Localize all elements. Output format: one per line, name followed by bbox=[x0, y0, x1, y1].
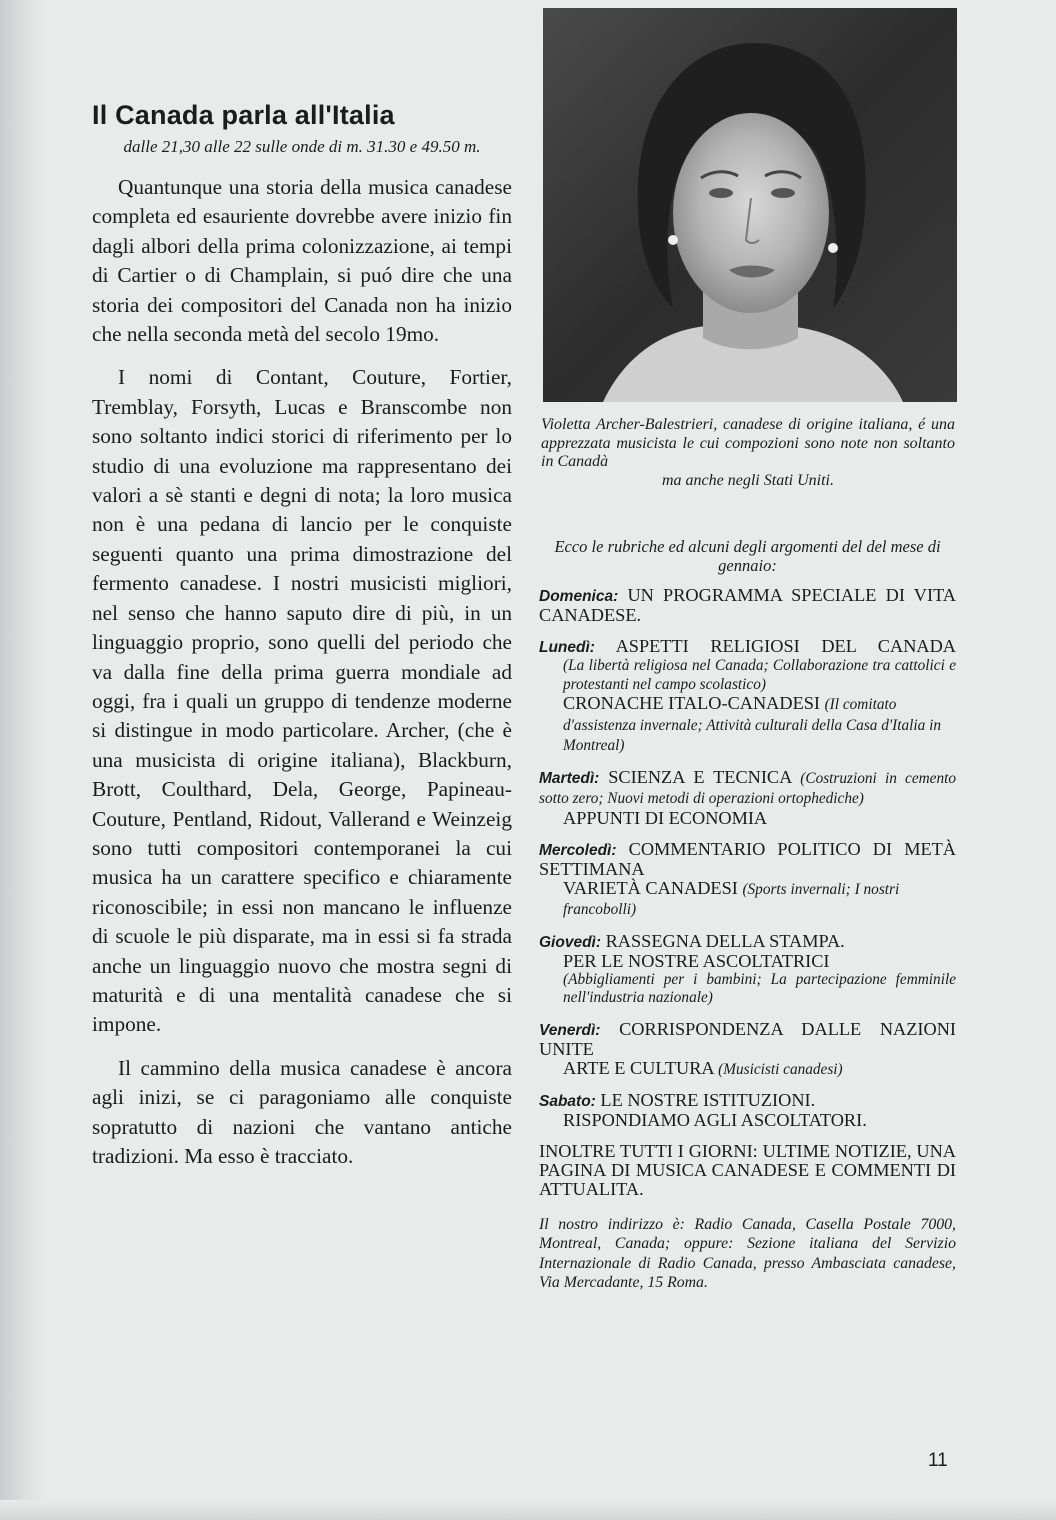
program-note: (La libertà religiosa nel Canada; Collaborazione tra cattolici e protestanti nel campo scolastico) bbox=[563, 657, 956, 693]
day-name: Sabato: bbox=[539, 1093, 596, 1110]
day-name: Domenica: bbox=[539, 588, 619, 605]
contact-address: Il nostro indirizzo è: Radio Canada, Casella Postale 7000, Montreal, Canada; oppure: Sezione italiana del Servizio Internazionale di Radio Canada, presso Ambasciata canadese, Via Mercadante, 15 Roma. bbox=[539, 1215, 956, 1292]
program-title: SCIENZA E TECNICA bbox=[608, 766, 792, 787]
page-gutter bbox=[0, 0, 46, 1520]
program-note: (Musicisti canadesi) bbox=[718, 1060, 843, 1078]
program-title: UN PROGRAMMA SPECIALE DI VITA CANADESE. bbox=[539, 585, 956, 625]
day-name: Giovedì: bbox=[539, 933, 602, 951]
program-title: ASPETTI RELIGIOSI DEL CANADA bbox=[615, 636, 957, 656]
program-title: CORRISPONDENZA DALLE NAZIONI UNITE bbox=[539, 1018, 956, 1059]
photo-caption bbox=[541, 416, 955, 490]
program-title: LE NOSTRE ISTITUZIONI. bbox=[600, 1090, 816, 1110]
page-bottom-edge bbox=[0, 1500, 1056, 1520]
program-title: RASSEGNA DELLA STAMPA. bbox=[605, 930, 845, 951]
program-title: APPUNTI DI ECONOMIA bbox=[563, 807, 768, 828]
program-title: ARTE E CULTURA bbox=[563, 1057, 714, 1078]
article-paragraph-1: Quantunque una storia della musica canadese completa ed esauriente dovrebbe avere inizio fin dagli albori della prima colonizzazione, ai tempi di Cartier o di Champlain, si puó dire che una storia dei compositori del Canada non ha inizio che nella seconda metà del secolo 19mo. bbox=[92, 175, 512, 347]
program-title: COMMENTARIO POLITICO DI METÀ SETTIMANA bbox=[539, 838, 956, 879]
program-title: RISPONDIAMO AGLI ASCOLTATORI. bbox=[563, 1110, 867, 1130]
schedule-day-giovedi bbox=[539, 932, 956, 1008]
schedule-intro: Ecco le rubriche ed alcuni degli argomenti del del mese di gennaio: bbox=[554, 537, 941, 575]
schedule-day-martedi bbox=[539, 768, 956, 828]
article-column bbox=[92, 100, 512, 1185]
schedule-day-domenica bbox=[539, 586, 956, 625]
program-note: (Il comitato d'assistenza invernale; Attività culturali della Casa d'Italia in Montreal) bbox=[563, 696, 942, 754]
program-note: (Sports invernali; I nostri francobolli) bbox=[563, 880, 900, 918]
program-note: (Costruzioni in cemento sotto zero; Nuovi metodi di operazioni ortophediche) bbox=[539, 769, 956, 807]
day-name: Martedì: bbox=[539, 769, 600, 787]
program-title: VARIETÀ CANADESI bbox=[563, 877, 738, 898]
photo-caption-main: Violetta Archer-Balestrieri, canadese di origine italiana, é una apprezzata musicista le cui compozioni sono note non soltanto in Canadà bbox=[541, 416, 955, 471]
schedule-day-sabato bbox=[539, 1091, 956, 1130]
day-name: Venerdì: bbox=[539, 1021, 601, 1039]
article-subtitle: dalle 21,30 alle 22 sulle onde di m. 31.30 e 49.50 m. bbox=[123, 137, 481, 156]
article-title: Il Canada parla all'Italia bbox=[92, 100, 395, 130]
day-name: Lunedì: bbox=[539, 639, 595, 656]
daily-extra-notice: INOLTRE TUTTI I GIORNI: ULTIME NOTIZIE, UNA PAGINA DI MUSICA CANADESE E COMMENTI DI ATTUALITA. bbox=[539, 1141, 956, 1199]
program-title: PER LE NOSTRE ASCOLTATRICI bbox=[563, 950, 830, 971]
schedule-column bbox=[539, 538, 956, 1309]
day-name: Mercoledì: bbox=[539, 841, 617, 859]
schedule-day-lunedi bbox=[539, 637, 956, 756]
portrait-photo bbox=[543, 8, 957, 402]
program-note: (Abbigliamenti per i bambini; La partecipazione femminile nell'industria nazionale) bbox=[563, 970, 956, 1006]
schedule-day-venerdi bbox=[539, 1020, 956, 1080]
photo-caption-last: ma anche negli Stati Uniti. bbox=[662, 471, 834, 489]
article-paragraph-3: Il cammino della musica canadese è ancora agli inizi, se ci paragoniamo alle conquiste sopratutto di nazioni che vantano antiche tradizioni. Ma esso è tracciato. bbox=[92, 1055, 512, 1168]
schedule-day-mercoledi bbox=[539, 840, 956, 920]
article-paragraph-2: I nomi di Contant, Couture, Fortier, Tremblay, Forsyth, Lucas e Branscombe non sono soltanto indici storici di riferimento per lo studio di una evoluzione ma rappresentano dei valori a sè stanti e degni di nota; la loro musica non è una pedana di lancio per le conquiste seguenti quanto una prima dimostrazione del fermento canadese. I nostri musicisti migliori, nel senso che hanno saputo dire di più, in un linguaggio proprio, sono quelli del periodo che va dalla fine della prima guerra mondiale ad oggi, fra i quali un gruppo di tendenze moderne si distingue in modo particolare. Archer, (che è una musicista di origine italiana), Blackburn, Brott, Coulthard, Dela, George, Papineau-Couture, Pentland, Ridout, Vallerand e Weinzeig sono tutti compositori contemporanei la cui musica ha un carattere specifico e chiaramente riconoscibile; in essi non mancano le influenze di scuole le più disparate, ma in essi si fa strada anche un linguaggio nuovo che mostra segni di maturità e di una mentalità canadese che si impone. bbox=[92, 365, 512, 1037]
program-title: CRONACHE ITALO-CANADESI bbox=[563, 693, 820, 713]
page-number: 11 bbox=[928, 1450, 948, 1471]
portrait-illustration bbox=[543, 8, 957, 402]
